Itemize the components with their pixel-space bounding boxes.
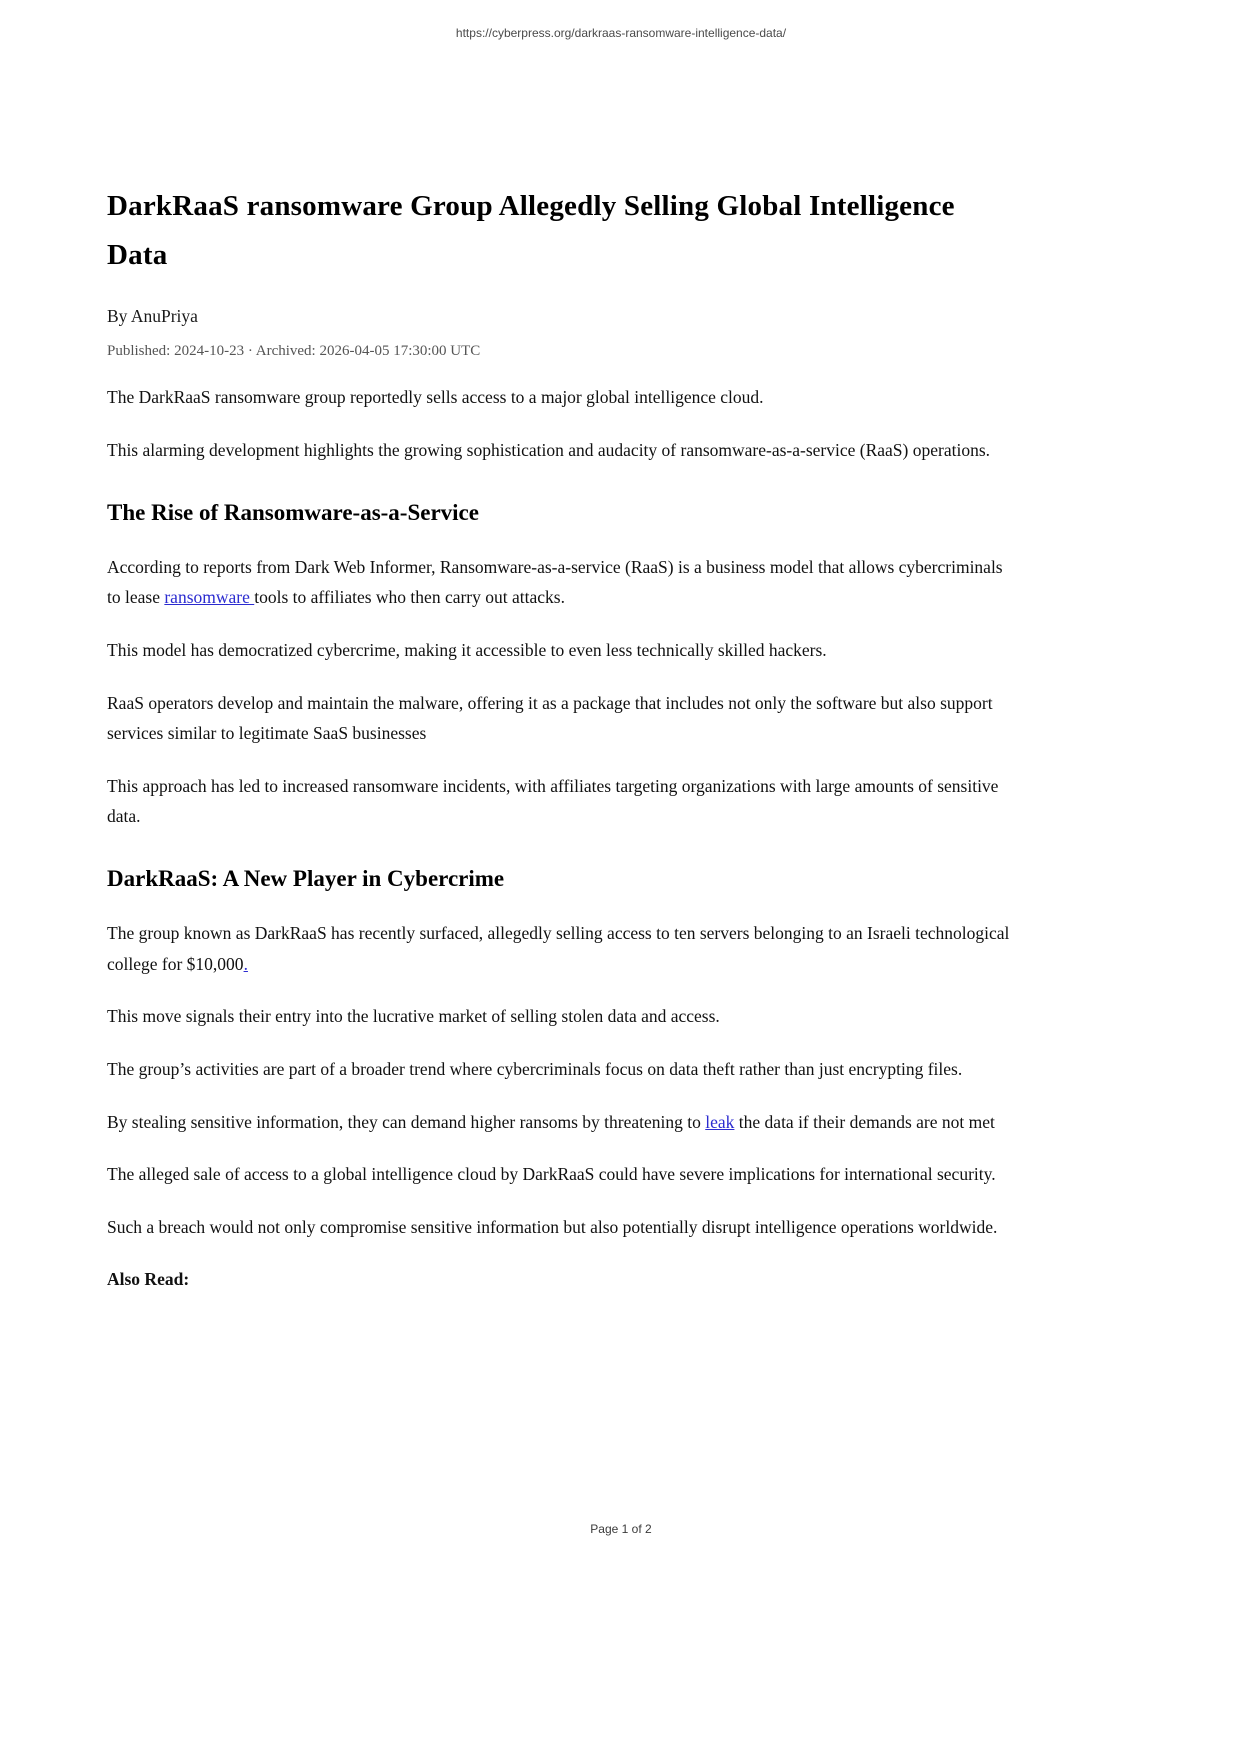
paragraph: This move signals their entry into the lucrative market of selling stolen data and access. [107, 1006, 720, 1027]
paragraph: Such a breach would not only compromise sensitive information but also potentially disrupt intelligence operations worldwide. [107, 1216, 998, 1237]
article-body [107, 382, 1010, 1295]
article [107, 0, 1010, 1317]
article-title: DarkRaaS ransomware Group Allegedly Selling Global Intelligence Data [107, 190, 955, 271]
article-meta: Published: 2024-10-23 · Archived: 2026-04-05 17:30:00 UTC [107, 343, 481, 360]
paragraph: This approach has led to increased ransomware incidents, with affiliates targeting organizations with large amounts of sensitive data. [107, 775, 999, 827]
article-byline: By AnuPriya [107, 306, 198, 327]
paragraph: According to reports from Dark Web Informer, Ransomware-as-a-service (RaaS) is a business model that allows cybercriminals to lease ransomware tools to affiliates who then carry out attacks. [107, 556, 1003, 608]
inline-link[interactable]: leak [705, 1111, 735, 1132]
page-number: Page 1 of 2 [590, 1522, 652, 1536]
paragraph: The group known as DarkRaaS has recently surfaced, allegedly selling access to ten servers belonging to an Israeli technological college for $10,000. [107, 923, 1010, 974]
paragraph: The DarkRaaS ransomware group reportedly sells access to a major global intelligence cloud. [107, 387, 764, 408]
paragraph: This alarming development highlights the growing sophistication and audacity of ransomware-as-a-service (RaaS) operations. [107, 440, 991, 461]
also-read-label: Also Read: [107, 1269, 190, 1290]
inline-link[interactable]: . [243, 953, 248, 974]
print-header-url: https://cyberpress.org/darkraas-ransomware-intelligence-data/ [455, 26, 787, 40]
section-heading: The Rise of Ransomware-as-a-Service [107, 499, 479, 525]
paragraph: The group’s activities are part of a broader trend where cybercriminals focus on data theft rather than just encrypting files. [107, 1058, 963, 1079]
paragraph: RaaS operators develop and maintain the malware, offering it as a package that includes not only the software but also support services similar to legitimate SaaS businesses [107, 692, 993, 744]
paragraph: The alleged sale of access to a global intelligence cloud by DarkRaaS could have severe implications for international security. [107, 1164, 996, 1185]
paragraph: This model has democratized cybercrime, making it accessible to even less technically skilled hackers. [107, 639, 827, 660]
inline-link[interactable]: ransomware [164, 587, 255, 608]
section-heading: DarkRaaS: A New Player in Cybercrime [107, 866, 505, 892]
paragraph: By stealing sensitive information, they can demand higher ransoms by threatening to leak the data if their demands are not met [107, 1111, 995, 1132]
